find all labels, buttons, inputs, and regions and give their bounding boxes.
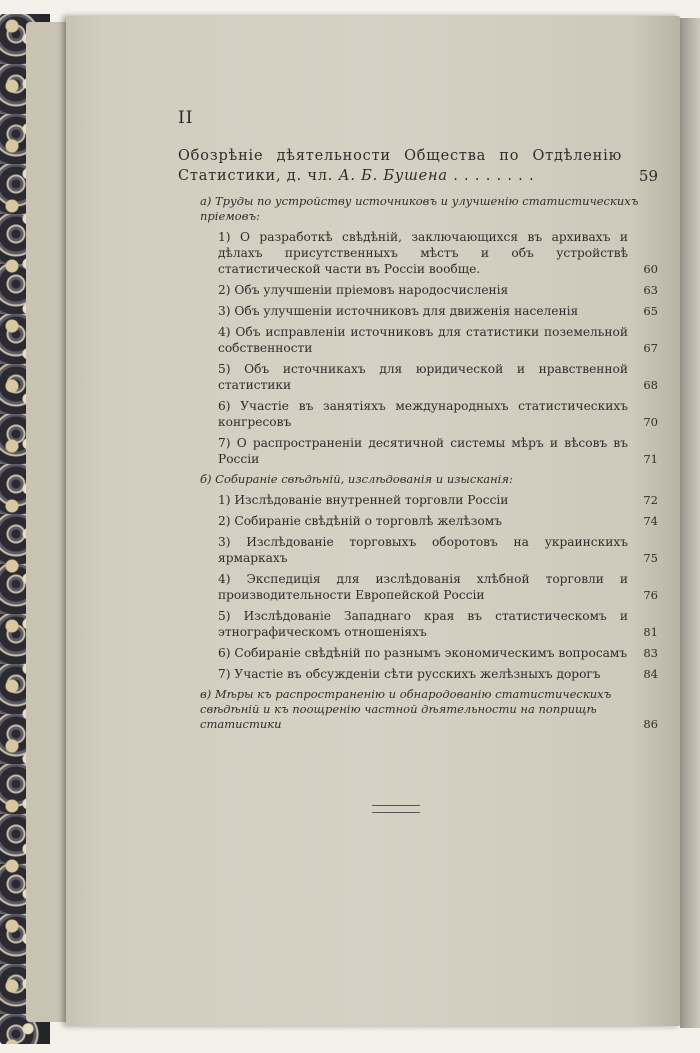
list-item: 5) Изслѣдованіе Западнаго края въ статистическомъ и этнографическомъ отношеніяхъ 81 bbox=[218, 609, 658, 639]
section-title-text: Обозрѣніе дѣятельности Общества по Отдѣленію Статистики, д. чл. bbox=[178, 148, 622, 184]
list-item: 2) Собираніе свѣдѣній о торговлѣ желѣзомъ 74 bbox=[218, 514, 658, 528]
list-item: 1) О разработкѣ свѣдѣній, заключающихся въ архивахъ и дѣлахъ присутственныхъ мѣстъ и объ устройствѣ статистической части въ Россіи вообще. 60 bbox=[218, 230, 658, 276]
list-item: 4) Экспедиція для изслѣдованія хлѣбной торговли и производительности Европейской Россіи 76 bbox=[218, 572, 658, 602]
final-entry-text: в) Мѣры къ распространенію и обнародованію статистическихъ свѣдѣній и къ поощренію частной дѣятельности на поприщѣ статистики bbox=[200, 687, 612, 731]
list-item: 1) Изслѣдованіе внутренней торговли Россіи 72 bbox=[218, 493, 658, 507]
subsection-a bbox=[178, 194, 658, 467]
list-item: 3) Объ улучшеніи источниковъ для движенія населенія 65 bbox=[218, 304, 658, 318]
section-heading: Обозрѣніе дѣятельности Общества по Отдѣленію Статистики, д. чл. А. Б. Бушена . . . . . . . . 59 bbox=[178, 148, 658, 185]
list-item: 6) Собираніе свѣдѣній по разнымъ экономическимъ вопросамъ 83 bbox=[218, 646, 658, 660]
ornamental-rule bbox=[372, 805, 420, 813]
final-entry bbox=[200, 687, 658, 732]
list-item: 7) О распространеніи десятичной системы мѣръ и вѣсовъ въ Россіи 71 bbox=[218, 436, 658, 466]
page-number-roman: II bbox=[178, 108, 194, 128]
subsection-heading: б) Собираніе свѣдѣній, изслѣдованія и изысканія: bbox=[200, 472, 513, 486]
section-page-number: 59 bbox=[638, 167, 658, 185]
section-author: А. Б. Бушена bbox=[338, 168, 448, 184]
subsection-b bbox=[178, 472, 658, 682]
list-item: 4) Объ исправленіи источниковъ для статистики поземельной собственности 67 bbox=[218, 325, 658, 355]
list-item: 3) Изслѣдованіе торговыхъ оборотовъ на украинскихъ ярмаркахъ 75 bbox=[218, 535, 658, 565]
final-entry-page: 86 bbox=[643, 717, 658, 731]
list-item: 6) Участіе въ занятіяхъ международныхъ статистическихъ конгресовъ 70 bbox=[218, 399, 658, 429]
list-item: 5) Объ источникахъ для юридической и нравственной статистики 68 bbox=[218, 362, 658, 392]
list-item: 7) Участіе въ обсужденіи сѣти русскихъ желѣзныхъ дорогъ 84 bbox=[218, 667, 658, 681]
table-of-contents bbox=[178, 110, 658, 732]
subsection-heading: а) Труды по устройству источниковъ и улучшенію статистическихъ пріемовъ: bbox=[200, 194, 639, 223]
facing-page-edge bbox=[680, 18, 700, 1028]
list-item: 2) Объ улучшеніи пріемовъ народосчисленія 63 bbox=[218, 283, 658, 297]
